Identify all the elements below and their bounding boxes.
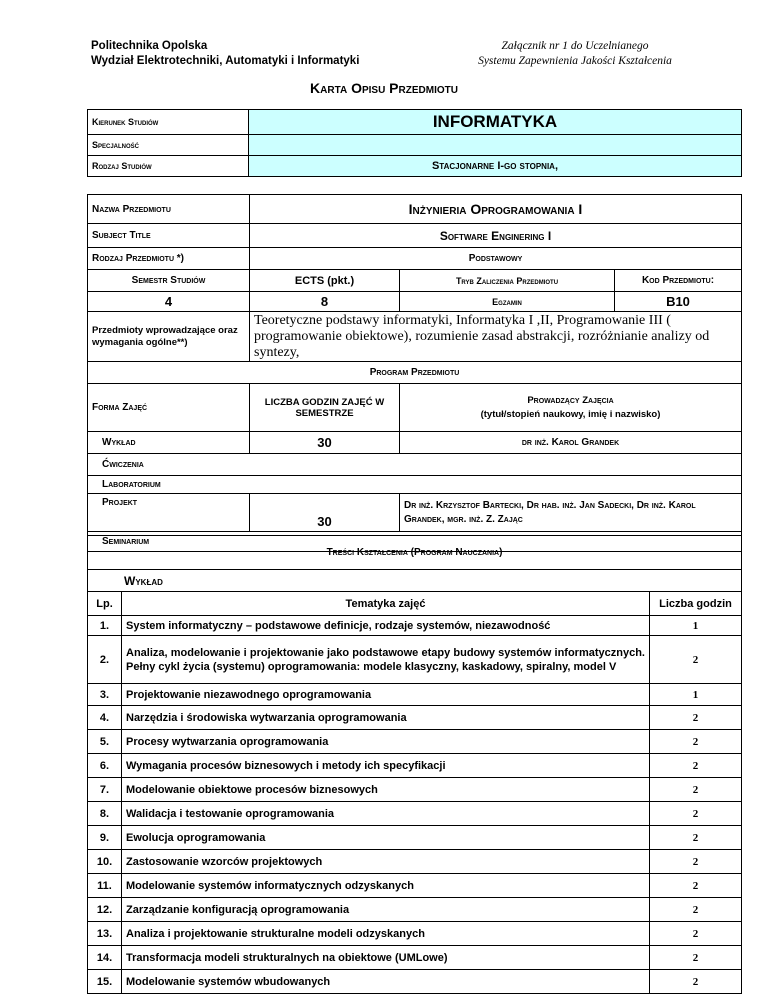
prereq-row: [88, 312, 742, 362]
content-table: [87, 535, 742, 994]
kierunek-value: INFORMATYKA: [249, 110, 742, 135]
content-row: [88, 874, 742, 898]
ects-value: 8: [250, 292, 400, 312]
col-hours: Liczba godzin: [650, 592, 742, 616]
kierunek-label: Kierunek Studiów: [88, 110, 249, 135]
university-name: Politechnika Opolska: [91, 40, 208, 52]
row-lp: 8.: [88, 802, 122, 826]
content-row: [88, 802, 742, 826]
row-topic: Zastosowanie wzorców projektowych: [122, 850, 650, 874]
row-hours: 2: [650, 850, 742, 874]
row-topic: Wymagania procesów biznesowych i metody ich specyfikacji: [122, 754, 650, 778]
row-hours: 2: [650, 730, 742, 754]
rodzaj-przedmiotu-label: Rodzaj Przedmiotu *): [88, 248, 250, 270]
content-row: [88, 826, 742, 850]
row-lp: 3.: [88, 684, 122, 706]
row-lp: 5.: [88, 730, 122, 754]
content-row: [88, 754, 742, 778]
row-topic: Modelowanie obiektowe procesów biznesowych: [122, 778, 650, 802]
row-topic: Analiza, modelowanie i projektowanie jako podstawowe etapy budowy systemów informatycznych. Pełny cykl życia (systemu) oprogramowania: modele klasyczny, kaskadowy, spiralny, model V: [122, 636, 650, 684]
nazwa-row: [88, 195, 742, 224]
semestr-label: Semestr Studiów: [88, 270, 250, 292]
content-heading-row: [88, 536, 742, 570]
document-header-left: [91, 39, 359, 69]
row-hours: 2: [650, 802, 742, 826]
details-header-row: [88, 270, 742, 292]
program-form: Ćwiczenia: [88, 454, 742, 476]
rodzaj-studiow-value: Stacjonarne I-go stopnia,: [249, 156, 742, 177]
content-row: [88, 684, 742, 706]
row-lp: 11.: [88, 874, 122, 898]
faculty-name: Wydział Elektrotechniki, Automatyki i Informatyki: [91, 55, 360, 67]
specjalnosc-label: Specjalność: [88, 135, 249, 156]
row-hours: 2: [650, 898, 742, 922]
row-lp: 12.: [88, 898, 122, 922]
program-form: Laboratorium: [88, 476, 742, 494]
rodzaj-studiow-row: [88, 156, 742, 177]
row-lp: 15.: [88, 970, 122, 994]
kod-value: B10: [615, 292, 742, 312]
row-topic: Narzędzia i środowiska wytwarzania oprogramowania: [122, 706, 650, 730]
row-lp: 7.: [88, 778, 122, 802]
semestr-value: 4: [88, 292, 250, 312]
content-row: [88, 970, 742, 994]
specjalnosc-value: [249, 135, 742, 156]
row-hours: 2: [650, 706, 742, 730]
row-topic: Zarządzanie konfiguracją oprogramowania: [122, 898, 650, 922]
attachment-line-1: Załącznik nr 1 do Uczelnianego: [501, 40, 649, 52]
program-hours: 30: [250, 494, 400, 532]
program-form: Projekt: [88, 494, 250, 532]
program-lecturer: Dr inż. Krzysztof Bartecki, Dr hab. inż. Jan Sadecki, Dr inż. Karol Grandek, mgr. inż. Z. Zając: [400, 494, 742, 532]
nazwa-label: Nazwa Przedmiotu: [88, 195, 250, 224]
col-topic: Tematyka zajęć: [122, 592, 650, 616]
row-topic: Walidacja i testowanie oprogramowania: [122, 802, 650, 826]
row-topic: Modelowanie systemów informatycznych odzyskanych: [122, 874, 650, 898]
forma-label: Forma Zajęć: [88, 384, 250, 432]
study-info-table: [87, 109, 742, 177]
row-hours: 2: [650, 946, 742, 970]
content-row: [88, 616, 742, 636]
row-topic: Transformacja modeli strukturalnych na obiektowe (UMLowe): [122, 946, 650, 970]
program-form: Wykład: [88, 432, 250, 454]
ects-label: ECTS (pkt.): [250, 270, 400, 292]
program-row-wyklad: [88, 432, 742, 454]
content-row: [88, 706, 742, 730]
rodzaj-przedmiotu-value: Podstawowy: [250, 248, 742, 270]
lecturer-label: Prowadzący Zajęcia: [527, 394, 614, 406]
rodzaj-studiow-label: Rodzaj Studiów: [88, 156, 249, 177]
content-columns-row: [88, 592, 742, 616]
program-row-projekt: [88, 494, 742, 532]
program-hours: 30: [250, 432, 400, 454]
col-lp: Lp.: [88, 592, 122, 616]
row-lp: 10.: [88, 850, 122, 874]
row-hours: 2: [650, 636, 742, 684]
content-row: [88, 922, 742, 946]
row-hours: 1: [650, 684, 742, 706]
prereq-label: Przedmioty wprowadzające oraz wymagania ogólne**): [88, 312, 250, 362]
attachment-line-2: Systemu Zapewnienia Jakości Kształcenia: [478, 55, 672, 67]
row-lp: 13.: [88, 922, 122, 946]
details-value-row: [88, 292, 742, 312]
content-heading: Treści Kształcenia (Program Nauczania): [88, 536, 742, 570]
tryb-value: Egzamin: [400, 292, 615, 312]
program-lecturer: dr inż. Karol Grandek: [400, 432, 742, 454]
document-header-right: [470, 39, 680, 69]
content-row: [88, 898, 742, 922]
lecturer-header: [400, 384, 742, 432]
program-form: Seminarium: [88, 532, 742, 552]
lecturer-sub: (tytuł/stopień naukowy, imię i nazwisko): [480, 408, 661, 420]
kierunek-row: [88, 110, 742, 135]
row-hours: 2: [650, 826, 742, 850]
content-row: [88, 850, 742, 874]
content-row: [88, 730, 742, 754]
row-topic: Ewolucja oprogramowania: [122, 826, 650, 850]
row-hours: 2: [650, 970, 742, 994]
program-row-cwiczenia: [88, 454, 742, 476]
subject-title-row: [88, 224, 742, 248]
row-lp: 6.: [88, 754, 122, 778]
row-topic: Projektowanie niezawodnego oprogramowania: [122, 684, 650, 706]
nazwa-value: Inżynieria Oprogramowania I: [250, 195, 742, 224]
content-section: Wykład: [88, 570, 742, 592]
row-lp: 9.: [88, 826, 122, 850]
subject-table: [87, 194, 742, 552]
row-topic: Analiza i projektowanie strukturalne modeli odzyskanych: [122, 922, 650, 946]
row-topic: System informatyczny – podstawowe definicje, rodzaje systemów, niezawodność: [122, 616, 650, 636]
row-hours: 2: [650, 754, 742, 778]
document-title: Karta Opisu Przedmiotu: [310, 80, 458, 96]
row-hours: 2: [650, 778, 742, 802]
subject-title-value: Software Enginering I: [250, 224, 742, 248]
row-lp: 2.: [88, 636, 122, 684]
kod-label: Kod Przedmiotu:: [615, 270, 742, 292]
row-topic: Procesy wytwarzania oprogramowania: [122, 730, 650, 754]
prereq-value: Teoretyczne podstawy informatyki, Informatyka I ,II, Programowanie III ( programowanie obiektowe), rozumienie zasad abstrakcji, rozróżnianie analizy od syntezy,: [250, 312, 742, 362]
row-lp: 14.: [88, 946, 122, 970]
content-row: [88, 778, 742, 802]
program-heading-row: [88, 362, 742, 384]
rodzaj-przedmiotu-row: [88, 248, 742, 270]
row-hours: 1: [650, 616, 742, 636]
row-lp: 4.: [88, 706, 122, 730]
tryb-label: Tryb Zaliczenia Przedmiotu: [400, 270, 615, 292]
program-row-laboratorium: [88, 476, 742, 494]
content-section-row: [88, 570, 742, 592]
subject-title-label: Subject Title: [88, 224, 250, 248]
program-heading: Program Przedmiotu: [88, 362, 742, 384]
specjalnosc-row: [88, 135, 742, 156]
content-row: [88, 636, 742, 684]
row-lp: 1.: [88, 616, 122, 636]
row-topic: Modelowanie systemów wbudowanych: [122, 970, 650, 994]
row-hours: 2: [650, 922, 742, 946]
content-row: [88, 946, 742, 970]
row-hours: 2: [650, 874, 742, 898]
hours-label: LICZBA GODZIN ZAJĘĆ W SEMESTRZE: [250, 384, 400, 432]
program-columns-row: [88, 384, 742, 432]
